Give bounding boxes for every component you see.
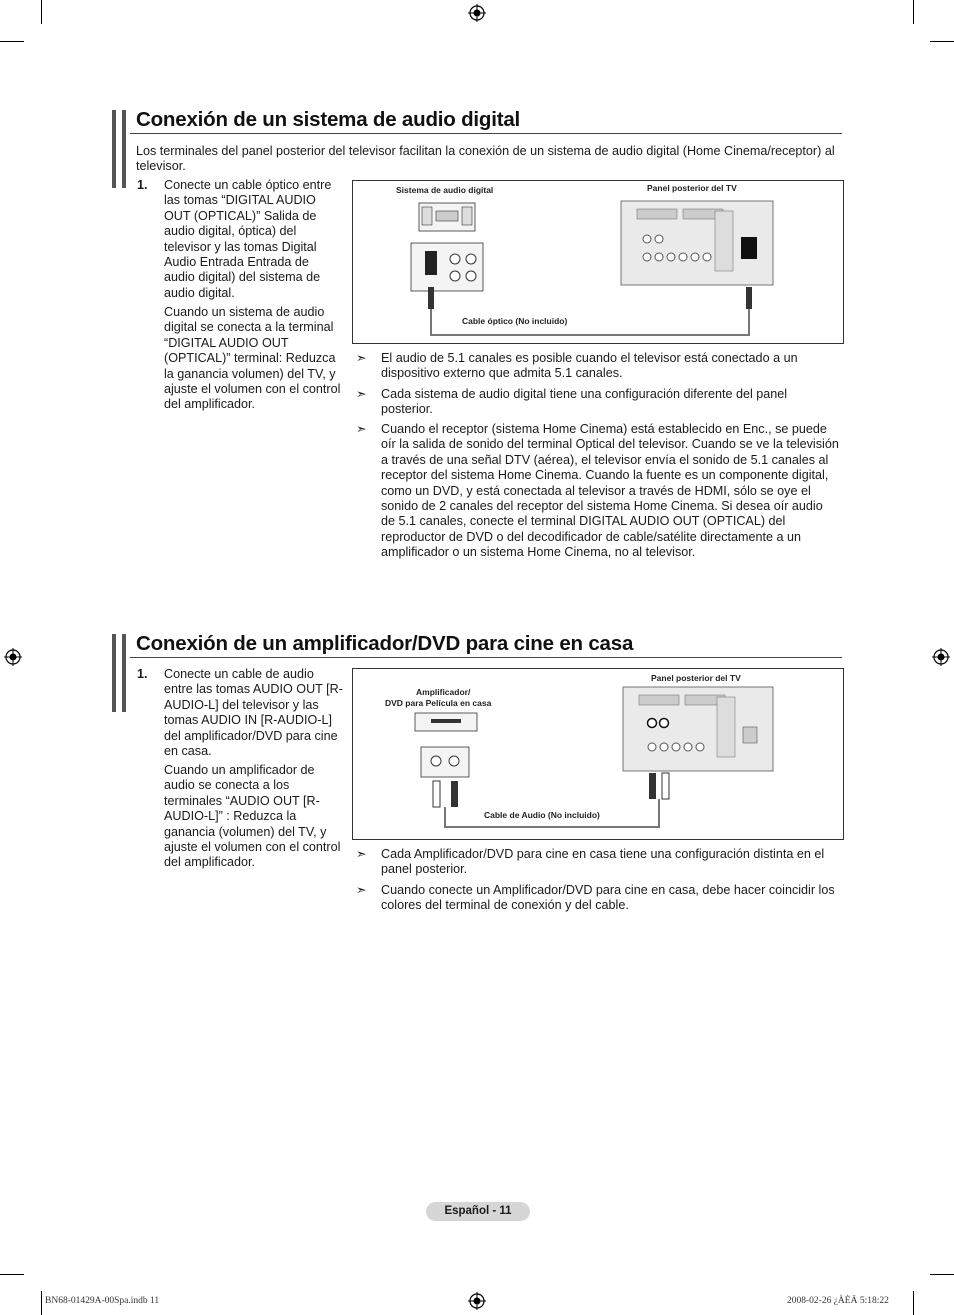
crop-mark	[0, 41, 24, 42]
registration-mark-icon	[468, 4, 486, 22]
optical-wiring-illustration	[353, 181, 843, 343]
note-item	[356, 847, 840, 877]
note-arrow-icon: ➣	[356, 387, 367, 401]
title-rule	[130, 133, 842, 134]
crop-mark	[930, 41, 954, 42]
note-text: Cada Amplificador/DVD para cine en casa tiene una configuración distinta en el panel posterior.	[381, 847, 825, 877]
note-text: Cada sistema de audio digital tiene una configuración diferente del panel posterior.	[381, 387, 788, 417]
section-title: Conexión de un amplificador/DVD para cine en casa	[136, 632, 634, 655]
note-arrow-icon: ➣	[356, 422, 367, 436]
step-number: 1.	[137, 667, 148, 681]
cable-label: Cable de Audio (No incluido)	[484, 810, 600, 820]
crop-mark	[913, 0, 914, 24]
registration-mark-icon	[468, 1292, 486, 1310]
note-text: El audio de 5.1 canales es posible cuando el televisor está conectado a un dispositivo externo que admita 5.1 canales.	[381, 351, 798, 381]
cable-label: Cable óptico (No incluido)	[462, 316, 568, 326]
section-bar	[112, 634, 126, 712]
section-bar	[112, 110, 126, 188]
note-item	[356, 422, 840, 562]
note-arrow-icon: ➣	[356, 883, 367, 897]
note-item	[356, 883, 840, 913]
note-item	[356, 387, 840, 417]
tv-panel-label: Panel posterior del TV	[651, 673, 741, 683]
optical-connection-diagram	[352, 180, 844, 344]
crop-mark	[41, 1291, 42, 1315]
audio-wiring-illustration	[353, 669, 843, 839]
step-text-2: Cuando un sistema de audio digital se conecta a la terminal “DIGITAL AUDIO OUT (OPTICAL)” terminal: Reduzca la ganancia volumen) del TV, y ajuste el volumen con el control del amplificador.	[164, 305, 341, 412]
tv-panel-label: Panel posterior del TV	[647, 183, 737, 193]
registration-mark-icon	[4, 648, 22, 666]
step-text: Conecte un cable de audio entre las tomas AUDIO OUT [R-AUDIO-L] del televisor y las tomas AUDIO IN [R-AUDIO-L] del amplificador/DVD para cine en casa.	[164, 667, 343, 759]
intro-text: Los terminales del panel posterior del televisor facilitan la conexión de un sistema de audio digital (Home Cinema/receptor) al televisor.	[136, 144, 835, 174]
registration-mark-icon	[932, 648, 950, 666]
device-label: Amplificador/	[416, 687, 471, 697]
audio-connection-diagram	[352, 668, 844, 840]
note-arrow-icon: ➣	[356, 847, 367, 861]
device-label: DVD para Película en casa	[385, 698, 492, 708]
crop-mark	[0, 1274, 24, 1275]
note-text: Cuando el receptor (sistema Home Cinema) está establecido en Enc., se puede oír la salida de sonido del terminal Optical del televisor. Cuando se ve la televisión a través de una señal DTV (aérea), el televisor envía el sonido de 5.1 canales al receptor del sistema Home Cinema. Cuando la fuente es un componente digital, como un DVD, y está conectada al televisor a través de HDMI, sólo se oye el sonido de 2 canales del receptor del sistema Home Cinema. Si desea oír audio de 5.1 canales, conecte el terminal DIGITAL AUDIO OUT (OPTICAL) del reproductor de DVD o del decodificador de cable/satélite directamente a un amplificador o un sistema Home Cinema, no al televisor.	[381, 422, 839, 560]
step-number: 1.	[137, 178, 148, 192]
crop-mark	[930, 1274, 954, 1275]
step-text-2: Cuando un amplificador de audio se conecta a los terminales “AUDIO OUT [R-AUDIO-L]” : Reduzca la ganancia (volumen) del TV, y ajuste el volumen con el control del amplificador.	[164, 763, 341, 870]
crop-mark	[913, 1291, 914, 1315]
step-text: Conecte un cable óptico entre las tomas “DIGITAL AUDIO OUT (OPTICAL)” Salida de audio digital, óptica) del televisor y las tomas Digital Audio Entrada Entrada de audio digital) del sistema de audio digital.	[164, 178, 332, 300]
note-arrow-icon: ➣	[356, 351, 367, 365]
section-title: Conexión de un sistema de audio digital	[136, 108, 521, 131]
page-number-badge: Español - 11	[426, 1202, 530, 1221]
note-item	[356, 351, 840, 381]
crop-mark	[41, 0, 42, 24]
print-timestamp: 2008-02-26 ¿ÀÈÄ 5:18:22	[787, 1296, 889, 1306]
title-rule	[130, 657, 842, 658]
note-text: Cuando conecte un Amplificador/DVD para cine en casa, debe hacer coincidir los colores del terminal de conexión y del cable.	[381, 883, 835, 913]
audio-system-label: Sistema de audio digital	[396, 185, 494, 195]
file-name: BN68-01429A-00Spa.indb 11	[45, 1296, 160, 1306]
